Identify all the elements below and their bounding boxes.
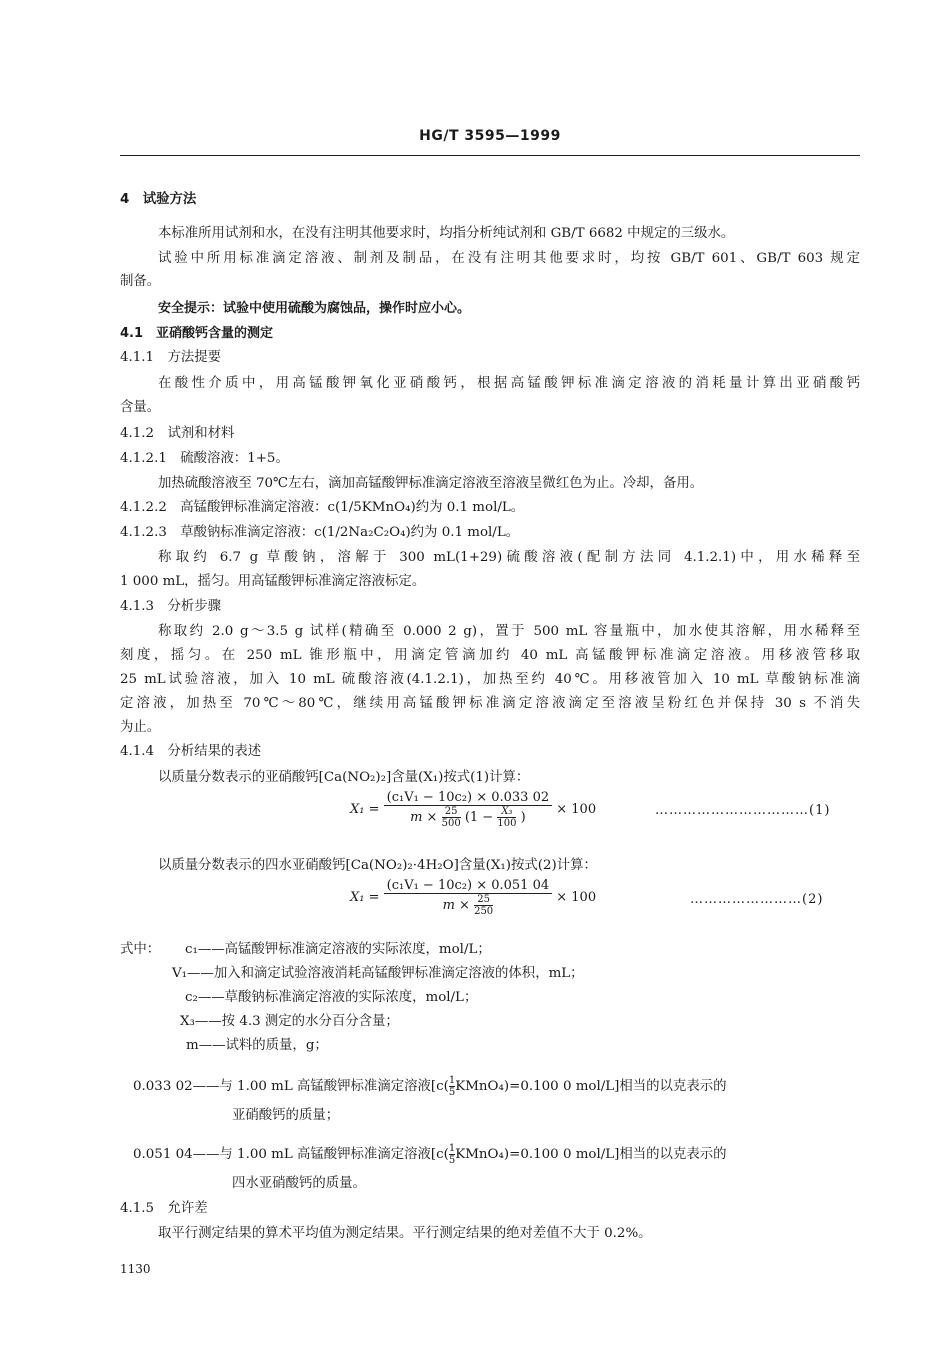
section-4-1-5-title: 4.1.5 允许差 (120, 1201, 208, 1216)
definition-c2: c₂——草酸钠标准滴定溶液的实际浓度，mol/L； (185, 990, 478, 1005)
formula-1-numerator: (c₁V₁ − 10c₂) × 0.033 02 (384, 790, 552, 806)
sodium-oxalate-prep-line-2: 1 000 mL，摇匀。用高锰酸钾标准滴定溶液标定。 (120, 574, 426, 589)
intro-paragraph-1: 本标准所用试剂和水，在没有注明其他要求时，均指分析纯试剂和 GB/T 6682 中规定的三级水。 (158, 226, 735, 241)
procedure-line-4: 定溶液，加热至 70℃～80℃，继续用高锰酸钾标准滴定溶液滴定至溶液呈粉红色并保持 30 s 不消失 (120, 696, 860, 711)
tolerance-text: 取平行测定结果的算术平均值为测定结果。平行测定结果的绝对差值不大于 0.2%。 (158, 1226, 652, 1241)
formula-1-den-x: X₃ (497, 806, 516, 818)
definition-0-05104-continued: 四水亚硝酸钙的质量。 (232, 1176, 366, 1191)
definition-0-03302 (133, 1075, 727, 1098)
definition-0-05104 (133, 1143, 727, 1166)
page-number: 1130 (120, 1262, 151, 1276)
formula-1-denominator (384, 806, 552, 829)
definition-0-03302-continued: 亚硝酸钙的质量； (232, 1108, 340, 1123)
safety-notice: 安全提示：试验中使用硫酸为腐蚀品，操作时应小心。 (158, 301, 471, 316)
definition-0-05104-text-b: KMnO₄)=0.100 0 mol/L]相当的以克表示的 (455, 1147, 727, 1162)
procedure-line-1: 称取约 2.0 g～3.5 g 试样(精确至 0.000 2 g)，置于 500 mL 容量瓶中，加水使其溶解，用水稀释至 (158, 624, 860, 639)
definition-v1: V₁——加入和滴定试验溶液消耗高锰酸钾标准滴定溶液的体积，mL； (172, 966, 584, 981)
intro-paragraph-2-line-2: 制备。 (120, 274, 161, 289)
procedure-line-3: 25 mL试验溶液，加入 10 mL 硫酸溶液(4.1.2.1)，加热至约 40℃。用移液管加入 10 mL 草酸钠标准滴 (120, 672, 860, 687)
formula-2-fraction (384, 878, 552, 917)
formula-2 (350, 878, 596, 917)
formula-2-numerator: (c₁V₁ − 10c₂) × 0.051 04 (384, 878, 552, 894)
formula-1-intro: 以质量分数表示的亚硝酸钙[Ca(NO₂)₂]含量(X₁)按式(1)计算： (158, 770, 530, 785)
definition-x3: X₃——按 4.3 测定的水分百分含量； (180, 1014, 399, 1029)
section-4-1-2-title: 4.1.2 试剂和材料 (120, 426, 235, 441)
formula-2-denominator (384, 894, 552, 917)
sodium-oxalate-prep-line-1: 称取约 6.7 g 草酸钠，溶解于 300 mL(1+29)硫酸溶液(配制方法同 4.1.2.1)中，用水稀释至 (158, 550, 860, 565)
definition-0-03302-text-b: KMnO₄)=0.100 0 mol/L]相当的以克表示的 (455, 1079, 727, 1094)
section-4-1-2-2-title: 4.1.2.2 高锰酸钾标准滴定溶液：c(1/5KMnO₄)约为 0.1 mol/L。 (120, 500, 525, 515)
formula-2-den-ratio (474, 894, 493, 917)
definition-0-03302-fraction-den: 5 (448, 1087, 456, 1098)
method-summary-line-1: 在酸性介质中，用高锰酸钾氧化亚硝酸钙，根据高锰酸钾标准滴定溶液的消耗量计算出亚硝酸钙 (158, 376, 860, 391)
definition-0-05104-fraction-den: 5 (448, 1155, 456, 1166)
formula-1-number: ……………………………(1) (655, 803, 831, 818)
formula-2-number: ……………………(2) (690, 892, 824, 907)
section-4-title: 4 试验方法 (120, 192, 197, 207)
formula-1-rhs: × 100 (556, 802, 597, 817)
section-4-1-4-title: 4.1.4 分析结果的表述 (120, 744, 262, 759)
section-4-1-2-1-title: 4.1.2.1 硫酸溶液：1+5。 (120, 451, 289, 466)
formula-2-den-m: m × (442, 898, 470, 913)
definition-m: m——试料的质量，g； (186, 1038, 328, 1053)
formula-1-den-paren-close: ) (520, 810, 526, 825)
header-rule (120, 155, 860, 156)
definition-c1: c₁——高锰酸钾标准滴定溶液的实际浓度，mol/L； (185, 942, 491, 957)
method-summary-line-2: 含量。 (120, 400, 161, 415)
where-label: 式中： (120, 942, 161, 957)
formula-1-den-100: 100 (497, 818, 517, 829)
definition-0-05104-text-a: 0.051 04——与 1.00 mL 高锰酸钾标准滴定溶液[c( (133, 1147, 449, 1162)
formula-1-den-ratio (442, 806, 461, 829)
formula-2-rhs: × 100 (556, 890, 597, 905)
standard-code-header: HG/T 3595—1999 (419, 128, 561, 144)
formula-1-lhs: X₁ = (350, 802, 380, 817)
definition-0-05104-fraction-num: 1 (448, 1143, 456, 1154)
formula-1-fraction (384, 790, 552, 829)
formula-1-den-ratio-num: 25 (442, 806, 461, 818)
formula-1-den-ratio-den: 500 (441, 818, 461, 829)
section-4-1-1-title: 4.1.1 方法提要 (120, 350, 222, 365)
definition-0-03302-fraction-num: 1 (448, 1075, 456, 1086)
definition-0-03302-text-a: 0.033 02——与 1.00 mL 高锰酸钾标准滴定溶液[c( (133, 1079, 449, 1094)
formula-2-intro: 以质量分数表示的四水亚硝酸钙[Ca(NO₂)₂·4H₂O]含量(X₁)按式(2)计算： (158, 858, 597, 873)
formula-1 (350, 790, 596, 829)
formula-2-den-ratio-num: 25 (474, 894, 493, 906)
intro-paragraph-2-line-1: 试验中所用标准滴定溶液、制剂及制品，在没有注明其他要求时，均按 GB/T 601、GB/T 603 规定 (158, 251, 860, 266)
section-4-1-3-title: 4.1.3 分析步骤 (120, 599, 222, 614)
formula-1-den-x-ratio (497, 806, 516, 829)
procedure-line-2: 刻度，摇匀。在 250 mL 锥形瓶中，用滴定管滴加约 40 mL 高锰酸钾标准滴定溶液。用移液管移取 (120, 648, 860, 663)
section-4-1-title: 4.1 亚硝酸钙含量的测定 (120, 326, 274, 341)
formula-2-den-ratio-den: 250 (474, 906, 494, 917)
procedure-line-5: 为止。 (120, 720, 161, 735)
formula-2-lhs: X₁ = (350, 890, 380, 905)
formula-1-den-paren-open: (1 − (464, 810, 494, 825)
formula-1-den-m: m × (410, 810, 438, 825)
sulfuric-acid-prep-text: 加热硫酸溶液至 70℃左右，滴加高锰酸钾标准滴定溶液至溶液呈微红色为止。冷却，备用。 (158, 476, 704, 491)
section-4-1-2-3-title: 4.1.2.3 草酸钠标准滴定溶液：c(1/2Na₂C₂O₄)约为 0.1 mol/L。 (120, 525, 520, 540)
